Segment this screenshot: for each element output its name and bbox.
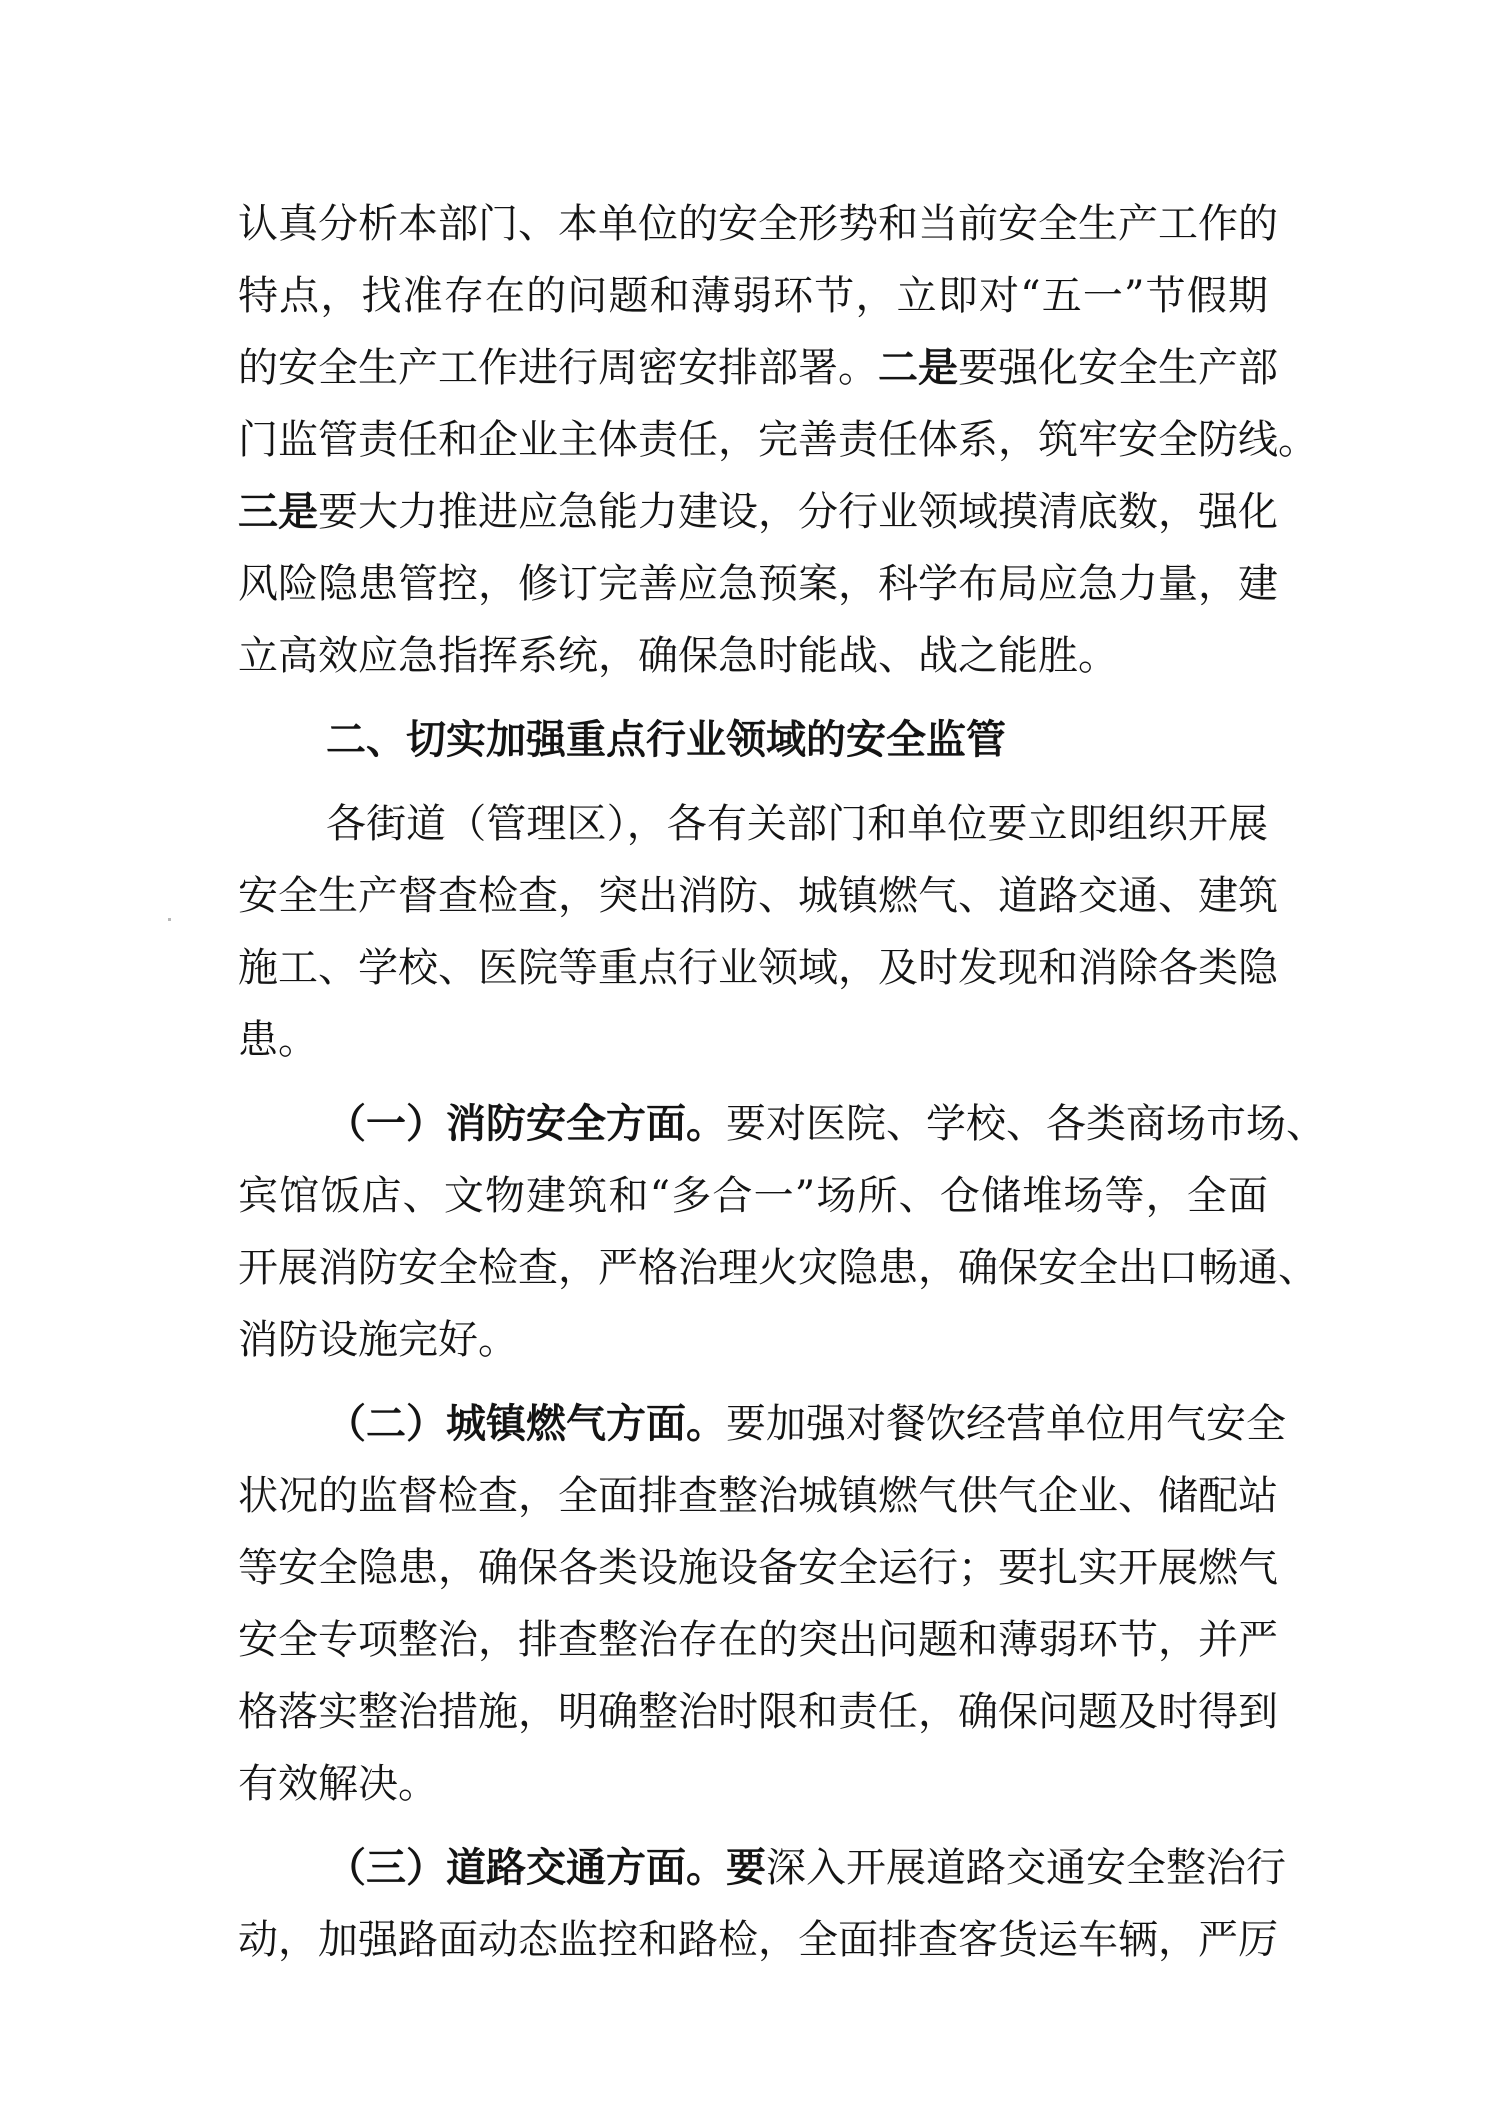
text-line <box>238 332 1278 404</box>
text-line: 消防设施完好。 <box>238 1317 518 1363</box>
paragraph-section-intro <box>238 788 1278 1076</box>
point-three-marker: 三是 <box>238 488 318 535</box>
section-heading: 二、切实加强重点行业领域的安全监管 <box>326 716 1006 763</box>
item-lead: 要 <box>726 1844 766 1891</box>
text-line: 开展消防安全检查，严格治理火灾隐患，确保安全出口畅通、 <box>238 1245 1318 1291</box>
text-line: 患。 <box>238 1017 318 1063</box>
text-line: 格落实整治措施，明确整治时限和责任，确保问题及时得到 <box>238 1689 1278 1735</box>
text-segment: 要强化安全生产部 <box>958 345 1278 391</box>
text-line: 安全生产督查检查，突出消防、城镇燃气、道路交通、建筑 <box>238 873 1278 919</box>
text-line: 有效解决。 <box>238 1761 438 1807</box>
text-segment: 要大力推进应急能力建设，分行业领域摸清底数，强化 <box>318 489 1278 535</box>
text-line: 状况的监督检查，全面排查整治城镇燃气供气企业、储配站 <box>238 1473 1278 1519</box>
text-line: 认真分析本部门、本单位的安全形势和当前安全生产工作的 <box>238 201 1278 247</box>
paragraph-fire-safety <box>238 1088 1326 1376</box>
text-segment: 的安全生产工作进行周密安排部署。 <box>238 345 878 391</box>
paragraph-gas-safety <box>238 1388 1286 1820</box>
text-line: 风险隐患管控，修订完善应急预案，科学布局应急力量，建 <box>238 561 1278 607</box>
text-line: 特点，找准存在的问题和薄弱环节，立即对“五一”节假期 <box>238 273 1268 319</box>
text-line: 宾馆饭店、文物建筑和“多合一”场所、仓储堆场等，全面 <box>238 1173 1268 1219</box>
item-title: （三）道路交通方面。 <box>326 1844 726 1891</box>
text-line <box>238 1388 1286 1460</box>
text-line: 动，加强路面动态监控和路检，全面排查客货运车辆，严厉 <box>238 1917 1278 1963</box>
text-line <box>238 1832 1286 1904</box>
item-title: （一）消防安全方面。 <box>326 1100 726 1147</box>
text-segment: 要对医院、学校、各类商场市场、 <box>726 1101 1326 1147</box>
text-line: 施工、学校、医院等重点行业领域，及时发现和消除各类隐 <box>238 945 1278 991</box>
text-line: 等安全隐患，确保各类设施设备安全运行；要扎实开展燃气 <box>238 1545 1278 1591</box>
document-page <box>238 188 1326 1976</box>
text-segment: 深入开展道路交通安全整治行 <box>766 1845 1286 1891</box>
text-line: 各街道（管理区），各有关部门和单位要立即组织开展 <box>326 801 1268 847</box>
scan-speck <box>168 918 171 921</box>
text-segment: 要加强对餐饮经营单位用气安全 <box>726 1401 1286 1447</box>
text-line <box>238 476 1278 548</box>
item-title: （二）城镇燃气方面。 <box>326 1400 726 1447</box>
text-line: 立高效应急指挥系统，确保急时能战、战之能胜。 <box>238 633 1118 679</box>
paragraph-road-traffic <box>238 1832 1286 1976</box>
paragraph-responsibilities <box>238 188 1318 692</box>
text-line <box>238 1088 1326 1160</box>
text-line: 门监管责任和企业主体责任，完善责任体系，筑牢安全防线。 <box>238 417 1318 463</box>
point-two-marker: 二是 <box>878 344 958 391</box>
text-line: 安全专项整治，排查整治存在的突出问题和薄弱环节，并严 <box>238 1617 1278 1663</box>
